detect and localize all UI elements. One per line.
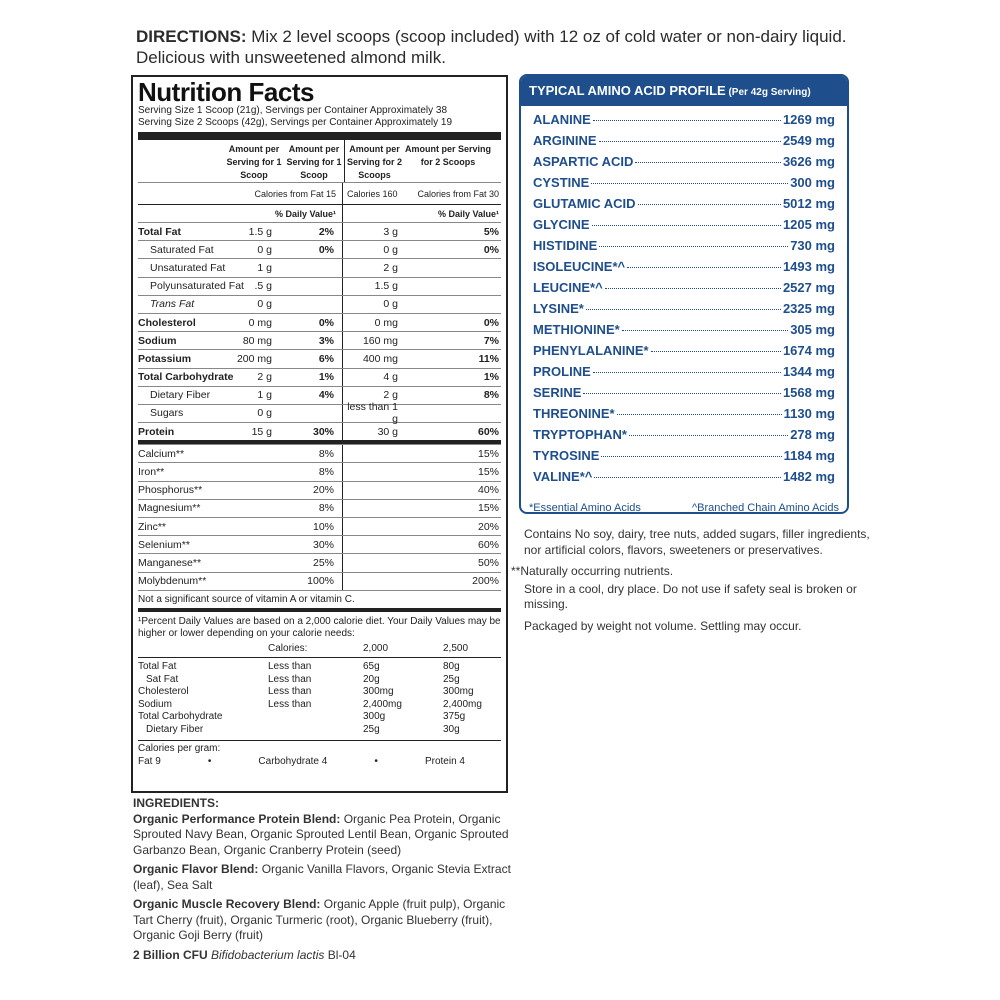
dv-1-scoop: 30% — [312, 425, 334, 438]
amino-name: METHIONINE* — [533, 322, 620, 337]
leader-dots — [593, 372, 781, 373]
table-row — [138, 444, 501, 462]
ingredients — [133, 796, 511, 967]
directions-text: Mix 2 level scoops (scoop included) with 12 oz of cold water or non-dairy liquid. Delicious with unsweetened almond milk. — [136, 27, 847, 67]
amount-1-scoop: 0 mg — [248, 316, 272, 329]
mineral-dv-2: 20% — [477, 520, 499, 533]
amino-name: VALINE*^ — [533, 469, 593, 484]
col-header-1: Amount per Serving for 1 Scoop — [226, 144, 282, 180]
dv-2-scoops: 0% — [483, 243, 499, 256]
amino-name: ARGININE — [533, 133, 597, 148]
amino-value: 2549 mg — [782, 133, 835, 148]
col-header-3: Amount per Serving for 2 Scoops — [344, 140, 404, 182]
table-row — [138, 368, 501, 386]
dv-2-scoops: 0% — [483, 316, 499, 329]
amino-value: 1184 mg — [783, 448, 835, 463]
amount-1-scoop: 200 mg — [236, 352, 272, 365]
list-item — [533, 343, 835, 364]
amino-name: THREONINE* — [533, 406, 615, 421]
calories-2: Calories 160 — [347, 188, 398, 199]
dv-1-scoop: 3% — [318, 334, 334, 347]
ft-cell: 2,400mg — [443, 698, 482, 710]
cpg-label: Calories per gram: — [138, 743, 221, 755]
cpg-fat: Fat 9 — [138, 755, 161, 767]
ft-cell: 300mg — [363, 686, 394, 698]
table-row — [138, 258, 501, 276]
mineral-name: Selenium** — [138, 538, 190, 551]
ft-cell: 25g — [363, 723, 380, 735]
table-row — [138, 295, 501, 313]
nutrient-name: Trans Fat — [150, 298, 195, 311]
cfu-line — [133, 948, 511, 964]
ft-cell: 25g — [443, 673, 460, 685]
table-row — [138, 422, 501, 440]
calories-from-fat-2: Calories from Fat 30 — [417, 188, 499, 199]
blend-2 — [133, 862, 511, 893]
blend-2-name: Organic Flavor Blend: — [133, 862, 259, 876]
mineral-name: Zinc** — [138, 520, 167, 533]
leader-dots — [622, 330, 789, 331]
ft-cell: 80g — [443, 661, 460, 673]
list-item — [533, 154, 835, 175]
mineral-dv-2: 15% — [477, 466, 499, 479]
mineral-dv-1: 8% — [318, 466, 334, 479]
serving-size-1: Serving Size 1 Scoop (21g), Servings per Container Approximately 38 — [138, 105, 448, 116]
list-item — [533, 469, 835, 490]
amino-value: 1344 mg — [782, 364, 835, 379]
daily-value-header — [138, 204, 501, 222]
leader-dots — [605, 288, 781, 289]
nutrient-name: Total Fat — [138, 225, 181, 238]
dv-1-scoop: 0% — [318, 243, 334, 256]
table-row — [138, 462, 501, 480]
ft-cell: Total Fat — [138, 661, 177, 673]
amount-1-scoop: 0 g — [257, 298, 272, 311]
amino-title: TYPICAL AMINO ACID PROFILE — [529, 83, 726, 98]
table-row — [138, 481, 501, 499]
amino-acid-panel — [519, 74, 849, 514]
ft-cell: Total Carbohydrate — [138, 711, 223, 723]
table-row — [138, 699, 501, 712]
dv-1-scoop: 2% — [318, 225, 334, 238]
list-item — [533, 385, 835, 406]
ingredients-title: INGREDIENTS: — [133, 796, 220, 810]
amount-2-scoops: 400 mg — [342, 350, 404, 367]
ft-cell: Sat Fat — [146, 673, 179, 685]
leader-dots — [627, 267, 781, 268]
ft-header-2: 2,000 — [363, 642, 389, 654]
mineral-dv-1: 20% — [312, 484, 334, 497]
amino-value: 1482 mg — [782, 469, 835, 484]
leader-dots — [594, 477, 781, 478]
ft-cell: Sodium — [138, 698, 172, 710]
footnote: ¹Percent Daily Values are based on a 2,000 calorie diet. Your Daily Values may be higher or lower depending on your calorie needs: — [138, 615, 501, 640]
amount-1-scoop: 80 mg — [242, 334, 272, 347]
ft-cell: 20g — [363, 673, 380, 685]
amino-value: 1130 mg — [783, 406, 835, 421]
ft-cell: Less than — [268, 661, 312, 673]
amino-name: ALANINE — [533, 112, 591, 127]
calories-row — [138, 182, 501, 204]
amount-1-scoop: 1 g — [257, 261, 272, 274]
mineral-dv-2: 15% — [477, 502, 499, 515]
list-item — [533, 448, 835, 469]
nutrient-name: Saturated Fat — [150, 243, 214, 256]
mineral-rows — [138, 444, 501, 590]
table-row — [138, 240, 501, 258]
amino-value: 1568 mg — [782, 385, 835, 400]
ft-header-0 — [138, 643, 268, 656]
ft-header-3: 2,500 — [443, 642, 469, 654]
nutrition-facts-panel — [131, 75, 508, 793]
leader-dots — [593, 120, 781, 121]
dv-2-scoops: 1% — [483, 371, 499, 384]
amount-2-scoops: less than 1 g — [342, 405, 404, 422]
ft-cell: 65g — [363, 661, 380, 673]
nutrient-name: Dietary Fiber — [150, 389, 211, 402]
list-item — [533, 406, 835, 427]
mineral-dv-2: 40% — [477, 484, 499, 497]
mineral-divider — [342, 463, 404, 480]
leader-dots — [592, 225, 781, 226]
mineral-dv-2: 200% — [472, 575, 499, 588]
leader-dots — [629, 435, 788, 436]
nutrient-name: Polyunsaturated Fat — [150, 280, 244, 293]
natural-note: **Naturally occurring nutrients. — [511, 564, 674, 578]
amount-1-scoop: 0 g — [257, 243, 272, 256]
amino-name: SERINE — [533, 385, 582, 400]
amino-value: 3626 mg — [782, 154, 835, 169]
cpg-carb: Carbohydrate 4 — [258, 755, 328, 767]
amino-value: 1674 mg — [782, 343, 835, 358]
table-row — [138, 313, 501, 331]
packaged-note: Packaged by weight not volume. Settling may occur. — [524, 618, 802, 633]
amount-1-scoop: 2 g — [257, 371, 272, 384]
blend-3-text: Organic Apple (fruit pulp), Organic Tart Cherry (fruit), Organic Turmeric (root), Organic Blueberry (fruit), Organic Goji Berry (fruit) — [133, 897, 506, 942]
ft-cell: 300g — [363, 711, 386, 723]
amount-1-scoop: 0 g — [257, 407, 272, 420]
list-item — [533, 196, 835, 217]
blend-2-text: Organic Vanilla Flavors, Organic Stevia Extract (leaf), Sea Salt — [133, 862, 511, 892]
bcaa-note: ^Branched Chain Amino Acids — [691, 502, 839, 514]
storage-note: Store in a cool, dry place. Do not use if safety seal is broken or missing. — [524, 581, 857, 611]
nutrient-name: Sodium — [138, 334, 177, 347]
list-item — [533, 175, 835, 196]
mineral-dv-1: 30% — [312, 538, 334, 551]
amino-name: PROLINE — [533, 364, 591, 379]
ft-cell: Less than — [268, 673, 312, 685]
table-row — [138, 386, 501, 404]
calories-from-fat-1: Calories from Fat 15 — [254, 188, 336, 199]
list-item — [533, 301, 835, 322]
amino-list — [521, 106, 847, 490]
blend-3-name: Organic Muscle Recovery Blend: — [133, 897, 321, 911]
dv-2-scoops: 5% — [483, 225, 499, 238]
mineral-dv-1: 8% — [318, 502, 334, 515]
amino-header — [521, 76, 847, 106]
amino-value: 730 mg — [790, 238, 835, 253]
nutrition-title: Nutrition Facts — [138, 77, 314, 107]
nutrient-name: Potassium — [138, 352, 192, 365]
dv-2-scoops: 8% — [483, 389, 499, 402]
amino-name: GLYCINE — [533, 217, 590, 232]
ft-cell: Less than — [268, 698, 312, 710]
leader-dots — [599, 141, 781, 142]
table-row — [138, 401, 501, 426]
mineral-dv-1: 10% — [312, 520, 334, 533]
amino-name: GLUTAMIC ACID — [533, 196, 636, 211]
dv-2-scoops: 60% — [477, 425, 499, 438]
table-row — [138, 277, 501, 295]
col-header-4: Amount per Serving for 2 Scoops — [404, 144, 491, 167]
mineral-name: Phosphorus** — [138, 484, 203, 497]
list-item — [533, 259, 835, 280]
amino-subtitle: (Per 42g Serving) — [725, 87, 811, 98]
cpg-values — [138, 756, 501, 767]
amount-2-scoops: 0 mg — [342, 314, 404, 331]
amino-name: LYSINE* — [533, 301, 584, 316]
directions-label: DIRECTIONS: — [136, 27, 247, 46]
col-header-2: Amount per Serving for 1 Scoop — [286, 144, 342, 180]
mineral-dv-1: 100% — [307, 575, 334, 588]
list-item — [533, 133, 835, 154]
list-item — [533, 280, 835, 301]
amount-2-scoops: 0 g — [342, 241, 404, 258]
table-row — [138, 674, 501, 687]
table-row — [138, 517, 501, 535]
cfu-italic: Bifidobacterium lactis — [207, 947, 325, 962]
mineral-name: Molybdenum** — [138, 575, 207, 588]
mineral-divider — [342, 554, 404, 571]
amino-value: 2527 mg — [782, 280, 835, 295]
cpg-bullet-2: • — [374, 755, 378, 767]
divider-thick — [138, 132, 501, 140]
essential-note: *Essential Amino Acids — [529, 502, 641, 514]
dv-1-scoop: 1% — [318, 371, 334, 384]
nutrient-name: Protein — [138, 425, 175, 438]
table-row — [138, 222, 501, 240]
table-row — [138, 535, 501, 553]
contains-note: Contains No soy, dairy, tree nuts, added sugars, filler ingredients, nor artificial colors, flavors, sweeteners or preservatives. — [524, 527, 870, 557]
ft-cell: 2,400mg — [363, 698, 402, 710]
mineral-dv-1: 25% — [312, 556, 334, 569]
side-notes — [511, 527, 884, 640]
not-significant-note: Not a significant source of vitamin A or vitamin C. — [138, 590, 501, 608]
leader-dots — [635, 162, 781, 163]
amount-1-scoop: 15 g — [251, 425, 272, 438]
list-item — [533, 322, 835, 343]
ft-header-1: Calories: — [268, 642, 308, 654]
amount-2-scoops: 2 g — [342, 387, 404, 404]
table-row — [138, 686, 501, 699]
calories-per-gram — [138, 740, 501, 767]
table-row — [138, 661, 501, 674]
dv-1-scoop: 4% — [318, 389, 334, 402]
blend-1 — [133, 812, 511, 859]
amount-1-scoop: 1.5 g — [248, 225, 272, 238]
leader-dots — [599, 246, 788, 247]
ft-cell: Dietary Fiber — [146, 723, 204, 735]
mineral-name: Magnesium** — [138, 502, 201, 515]
mineral-divider — [342, 573, 404, 590]
table-row — [138, 331, 501, 349]
table-row — [138, 724, 501, 737]
nutrient-name: Unsaturated Fat — [150, 261, 226, 274]
dv-2-scoops: 11% — [478, 352, 499, 365]
nutrient-name: Total Carbohydrate — [138, 371, 234, 384]
amino-footnotes — [521, 490, 847, 514]
dv-label-2: % Daily Value¹ — [342, 205, 501, 222]
amount-2-scoops: 160 mg — [342, 332, 404, 349]
cfu-rest: Bl-04 — [324, 947, 356, 962]
leader-dots — [617, 414, 782, 415]
blend-3 — [133, 897, 511, 944]
amount-2-scoops: 3 g — [342, 223, 404, 240]
mineral-divider — [342, 536, 404, 553]
amino-value: 5012 mg — [782, 196, 835, 211]
dv-2-scoops: 7% — [483, 334, 499, 347]
amino-value: 1205 mg — [782, 217, 835, 232]
amount-2-scoops: 30 g — [342, 423, 404, 440]
leader-dots — [638, 204, 781, 205]
amino-value: 278 mg — [790, 427, 835, 442]
list-item — [533, 112, 835, 133]
dv-1-scoop: 0% — [318, 316, 334, 329]
amino-value: 305 mg — [790, 322, 835, 337]
amount-2-scoops: 0 g — [342, 296, 404, 313]
amount-1-scoop: .5 g — [254, 280, 272, 293]
amount-2-scoops: 2 g — [342, 259, 404, 276]
amino-name: HISTIDINE — [533, 238, 598, 253]
amino-name: ASPARTIC ACID — [533, 154, 634, 169]
table-row — [138, 572, 501, 590]
macro-rows — [138, 222, 501, 440]
mineral-dv-2: 15% — [477, 447, 499, 460]
mineral-divider — [342, 445, 404, 462]
table-row — [138, 499, 501, 517]
amino-value: 2325 mg — [782, 301, 835, 316]
amino-name: LEUCINE*^ — [533, 280, 603, 295]
ft-cell: 300mg — [443, 686, 474, 698]
mineral-divider — [342, 482, 404, 499]
amino-value: 300 mg — [790, 175, 835, 190]
ft-cell: 30g — [443, 723, 460, 735]
dv-1-scoop: 6% — [318, 352, 334, 365]
amino-name: ISOLEUCINE*^ — [533, 259, 626, 274]
amount-1-scoop: 1 g — [257, 389, 272, 402]
directions — [136, 26, 876, 68]
ft-cell — [268, 724, 363, 737]
blend-1-text: Organic Pea Protein, Organic Sprouted Navy Bean, Organic Sprouted Lentil Bean, Organic Sprouted Garbanzo Bean, Organic Cranberry Protein (seed) — [133, 811, 509, 857]
mineral-dv-2: 50% — [477, 556, 499, 569]
cpg-protein: Protein 4 — [424, 755, 465, 767]
table-row — [138, 349, 501, 367]
cfu-bold: 2 Billion CFU — [133, 947, 208, 962]
column-headers — [138, 140, 501, 182]
amino-name: CYSTINE — [533, 175, 590, 190]
nutrient-name: Cholesterol — [138, 316, 196, 329]
ft-cell — [268, 711, 363, 724]
amount-2-scoops: 1.5 g — [342, 278, 404, 295]
nutrient-name: Sugars — [150, 407, 184, 420]
leader-dots — [651, 351, 781, 352]
list-item — [533, 427, 835, 448]
dv-label-1: % Daily Value¹ — [274, 208, 336, 219]
mineral-dv-2: 60% — [477, 538, 499, 551]
ft-cell: 375g — [443, 711, 466, 723]
amount-2-scoops: 4 g — [342, 369, 404, 386]
list-item — [533, 217, 835, 238]
mineral-name: Manganese** — [138, 556, 202, 569]
leader-dots — [601, 456, 781, 457]
list-item — [533, 238, 835, 259]
mineral-divider — [342, 518, 404, 535]
mineral-name: Calcium** — [138, 447, 185, 460]
table-row — [138, 711, 501, 724]
leader-dots — [591, 183, 788, 184]
mineral-name: Iron** — [138, 466, 165, 479]
ft-cell: Cholesterol — [138, 686, 189, 698]
leader-dots — [586, 309, 781, 310]
blend-1-name: Organic Performance Protein Blend: — [133, 811, 341, 826]
ft-cell: Less than — [268, 686, 312, 698]
serving-size-2: Serving Size 2 Scoops (42g), Servings per Container Approximately 19 — [138, 117, 453, 128]
footnote-header — [138, 643, 501, 656]
amino-name: TRYPTOPHAN* — [533, 427, 627, 442]
table-row — [138, 553, 501, 571]
amino-value: 1493 mg — [782, 259, 835, 274]
amino-name: PHENYLALANINE* — [533, 343, 649, 358]
mineral-divider — [342, 500, 404, 517]
cpg-bullet-1: • — [207, 755, 212, 767]
amino-value: 1269 mg — [782, 112, 835, 127]
amino-name: TYROSINE — [533, 448, 600, 463]
leader-dots — [583, 393, 781, 394]
mineral-dv-1: 8% — [318, 447, 334, 460]
footnote-table — [138, 657, 501, 736]
list-item — [533, 364, 835, 385]
